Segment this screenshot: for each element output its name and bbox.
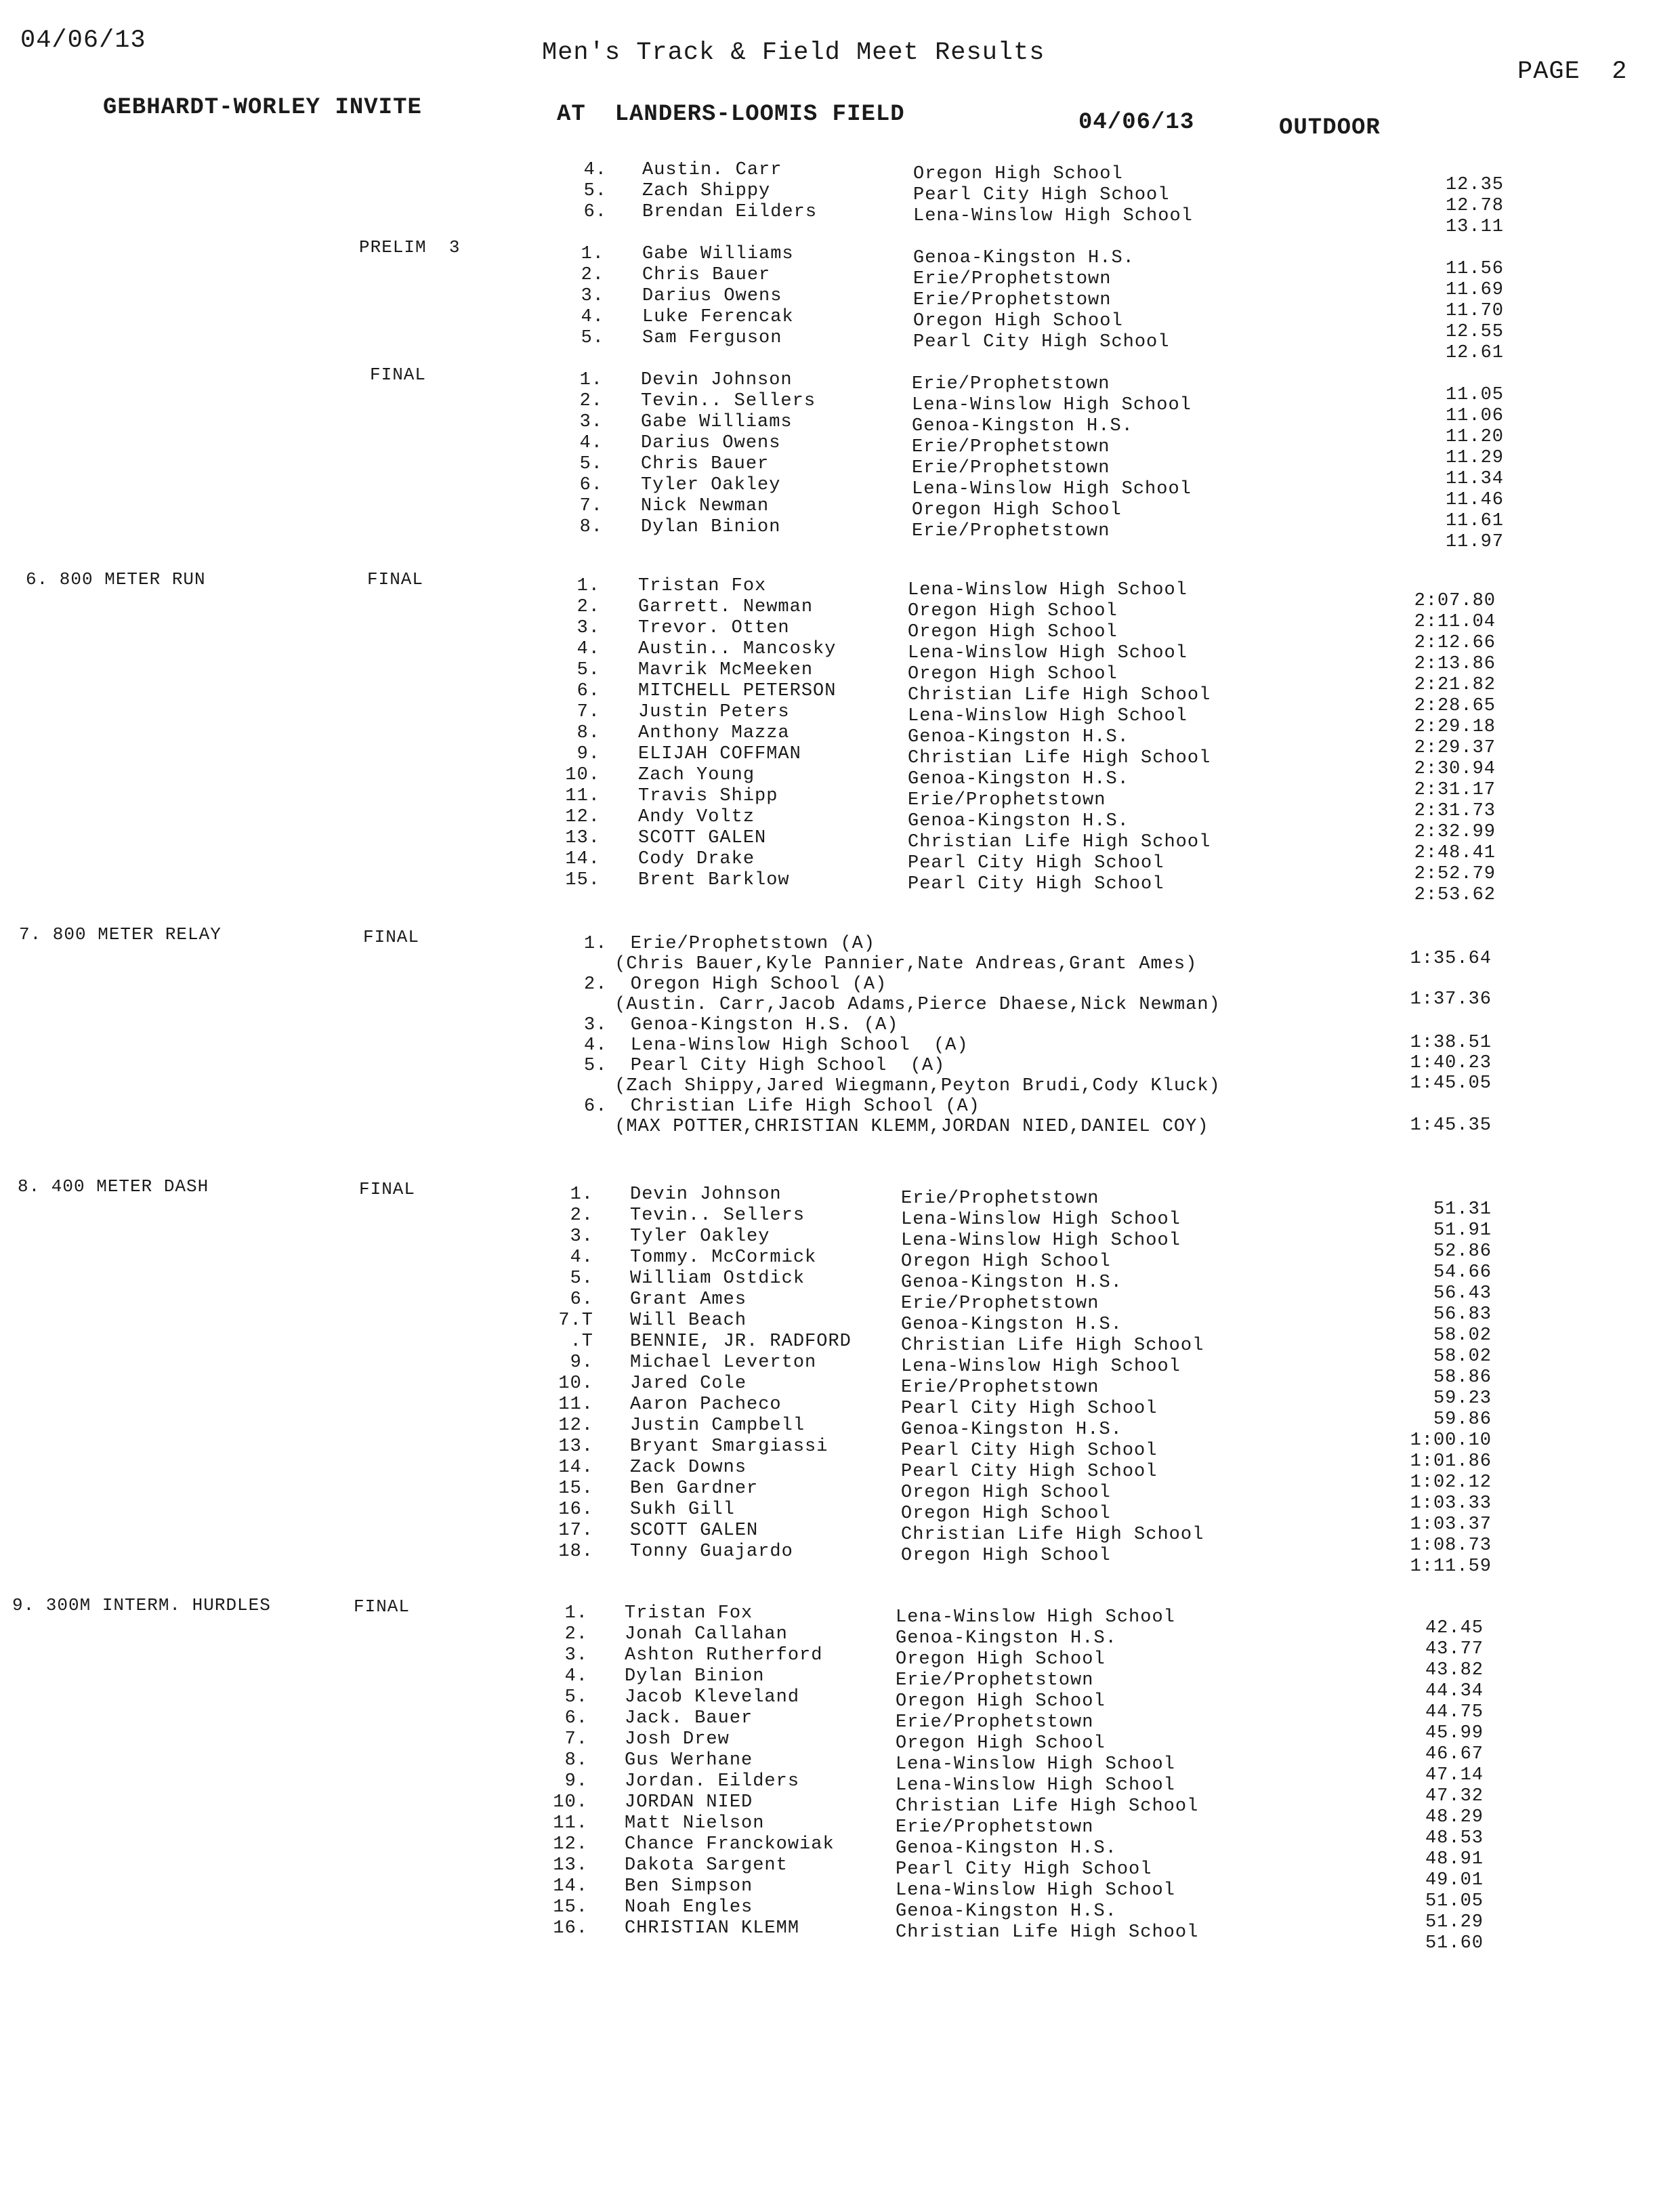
school-name: Pearl City High School <box>908 874 1164 894</box>
athlete-name: Jared Cole <box>630 1373 747 1394</box>
result-place: 5. <box>576 660 600 680</box>
result-mark: 11.34 <box>1445 469 1504 489</box>
relay-line: 5. Pearl City High School (A) <box>584 1056 946 1076</box>
athlete-name: Dylan Binion <box>625 1666 765 1687</box>
report-title: Men's Track & Field Meet Results <box>542 39 1045 67</box>
relay-line: 3. Genoa-Kingston H.S. (A) <box>584 1015 899 1035</box>
athlete-name: Sukh Gill <box>630 1500 735 1520</box>
meet-date: 04/06/13 <box>1078 110 1195 136</box>
school-name: Oregon High School <box>896 1733 1106 1754</box>
round-label: PRELIM 3 <box>359 237 461 257</box>
athlete-name: Tevin.. Sellers <box>641 391 816 411</box>
athlete-name: Gabe Williams <box>641 412 793 432</box>
result-place: 6. <box>583 202 607 222</box>
school-name: Oregon High School <box>901 1483 1111 1503</box>
result-mark: 1:00.10 <box>1410 1430 1492 1451</box>
result-place: 13. <box>565 828 600 848</box>
result-mark: 12.55 <box>1445 322 1504 342</box>
relay-mark: 1:45.05 <box>1410 1073 1492 1094</box>
school-name: Pearl City High School <box>901 1399 1158 1419</box>
event-title: 8. 400 METER DASH <box>18 1176 209 1197</box>
athlete-name: Zack Downs <box>630 1458 747 1478</box>
result-place: 3. <box>579 412 603 432</box>
result-place: 7. <box>579 496 603 516</box>
relay-mark: 1:45.35 <box>1410 1115 1492 1136</box>
athlete-name: Darius Owens <box>642 286 782 306</box>
result-mark: 51.05 <box>1425 1891 1484 1912</box>
school-name: Genoa-Kingston H.S. <box>908 769 1129 789</box>
result-mark: 51.29 <box>1425 1912 1484 1933</box>
result-place: 4. <box>579 433 603 453</box>
school-name: Pearl City High School <box>913 332 1170 352</box>
result-place: 4. <box>576 639 600 659</box>
result-mark: 2:13.86 <box>1414 654 1496 674</box>
athlete-name: Devin Johnson <box>630 1184 782 1205</box>
result-mark: 59.23 <box>1433 1388 1492 1409</box>
athlete-name: SCOTT GALEN <box>630 1521 759 1541</box>
round-label: FINAL <box>370 365 427 385</box>
result-mark: 47.14 <box>1425 1765 1484 1785</box>
result-mark: 46.67 <box>1425 1744 1484 1764</box>
result-mark: 11.61 <box>1445 511 1504 531</box>
athlete-name: Tristan Fox <box>638 576 767 596</box>
result-mark: 48.29 <box>1425 1807 1484 1827</box>
event-title: 7. 800 METER RELAY <box>19 924 222 945</box>
school-name: Erie/Prophetstown <box>901 1378 1099 1398</box>
result-place: 5. <box>581 328 604 348</box>
result-mark: 56.43 <box>1433 1283 1492 1304</box>
school-name: Genoa-Kingston H.S. <box>896 1901 1117 1922</box>
result-mark: 49.01 <box>1425 1870 1484 1891</box>
result-place: 2. <box>564 1624 588 1645</box>
school-name: Genoa-Kingston H.S. <box>896 1628 1117 1649</box>
result-mark: 1:03.33 <box>1410 1493 1492 1514</box>
athlete-name: Gabe Williams <box>642 244 794 264</box>
result-place: 5. <box>570 1268 593 1289</box>
athlete-name: Anthony Mazza <box>638 723 790 743</box>
result-place: 18. <box>558 1542 593 1562</box>
relay-mark: 1:38.51 <box>1410 1033 1492 1053</box>
school-name: Lena-Winslow High School <box>908 706 1188 726</box>
relay-line: 1. Erie/Prophetstown (A) <box>584 934 876 954</box>
athlete-name: Mavrik McMeeken <box>638 660 814 680</box>
result-mark: 2:31.17 <box>1414 780 1496 800</box>
result-mark: 11.05 <box>1445 385 1504 405</box>
school-name: Erie/Prophetstown <box>896 1712 1094 1733</box>
result-place: 16. <box>553 1918 588 1939</box>
school-name: Erie/Prophetstown <box>901 1294 1099 1314</box>
result-place: 4. <box>570 1247 593 1268</box>
relay-mark: 1:35.64 <box>1410 949 1492 969</box>
relay-line: (Zach Shippy,Jared Wiegmann,Peyton Brudi,Cody Kluck) <box>603 1076 1221 1096</box>
result-place: 11. <box>558 1394 593 1415</box>
athlete-name: Dakota Sargent <box>625 1855 788 1876</box>
school-name: Christian Life High School <box>896 1922 1199 1943</box>
result-place: 8. <box>579 517 603 537</box>
result-place: 5. <box>583 181 607 201</box>
school-name: Oregon High School <box>912 500 1122 520</box>
result-mark: 2:52.79 <box>1414 864 1496 884</box>
athlete-name: Garrett. Newman <box>638 597 814 617</box>
athlete-name: Zach Shippy <box>642 181 771 201</box>
result-place: 4. <box>564 1666 588 1687</box>
result-mark: 59.86 <box>1433 1409 1492 1430</box>
result-place: 8. <box>576 723 600 743</box>
athlete-name: Ben Gardner <box>630 1479 759 1499</box>
school-name: Lena-Winslow High School <box>901 1357 1181 1377</box>
school-name: Erie/Prophetstown <box>913 290 1112 310</box>
school-name: Erie/Prophetstown <box>908 790 1106 810</box>
school-name: Lena-Winslow High School <box>901 1210 1181 1230</box>
school-name: Oregon High School <box>901 1252 1111 1272</box>
school-name: Oregon High School <box>908 622 1118 642</box>
result-place: 15. <box>553 1897 588 1918</box>
athlete-name: Zach Young <box>638 765 755 785</box>
school-name: Pearl City High School <box>896 1859 1152 1880</box>
athlete-name: Will Beach <box>630 1310 747 1331</box>
athlete-name: Luke Ferencak <box>642 307 794 327</box>
result-mark: 12.61 <box>1445 343 1504 363</box>
athlete-name: Cody Drake <box>638 849 755 869</box>
result-mark: 1:08.73 <box>1410 1535 1492 1556</box>
school-name: Genoa-Kingston H.S. <box>901 1420 1122 1440</box>
result-mark: 56.83 <box>1433 1304 1492 1325</box>
result-mark: 52.86 <box>1433 1241 1492 1262</box>
result-mark: 12.78 <box>1445 196 1504 216</box>
result-mark: 2:07.80 <box>1414 591 1496 611</box>
result-mark: 2:12.66 <box>1414 633 1496 653</box>
result-place: 1. <box>564 1603 588 1624</box>
result-place: 2. <box>576 597 600 617</box>
result-mark: 58.86 <box>1433 1367 1492 1388</box>
athlete-name: Ashton Rutherford <box>625 1645 823 1666</box>
school-name: Lena-Winslow High School <box>912 395 1192 415</box>
result-place: 2. <box>579 391 603 411</box>
result-mark: 2:21.82 <box>1414 675 1496 695</box>
round-label: FINAL <box>359 1179 416 1199</box>
result-place: 15. <box>565 870 600 890</box>
result-mark: 1:11.59 <box>1410 1556 1492 1577</box>
round-label: FINAL <box>354 1596 411 1617</box>
athlete-name: Nick Newman <box>641 496 770 516</box>
result-mark: 2:11.04 <box>1414 612 1496 632</box>
result-mark: 13.11 <box>1445 217 1504 237</box>
athlete-name: Chance Franckowiak <box>625 1834 835 1855</box>
athlete-name: Grant Ames <box>630 1289 747 1310</box>
school-name: Pearl City High School <box>908 853 1164 873</box>
school-name: Christian Life High School <box>908 748 1211 768</box>
school-name: Erie/Prophetstown <box>901 1189 1099 1209</box>
athlete-name: Jacob Kleveland <box>625 1687 800 1708</box>
result-mark: 11.56 <box>1445 259 1504 279</box>
result-mark: 11.06 <box>1445 406 1504 426</box>
event-title: 6. 800 METER RUN <box>26 569 206 590</box>
result-place: 14. <box>558 1458 593 1478</box>
school-name: Erie/Prophetstown <box>896 1670 1094 1691</box>
athlete-name: Justin Peters <box>638 702 790 722</box>
result-place: 1. <box>579 370 603 390</box>
round-label: FINAL <box>367 569 424 590</box>
result-place: 9. <box>570 1352 593 1373</box>
result-place: 11. <box>553 1813 588 1834</box>
athlete-name: Noah Engles <box>625 1897 753 1918</box>
result-place: 9. <box>576 744 600 764</box>
meet-venue: AT LANDERS-LOOMIS FIELD <box>557 102 905 127</box>
result-mark: 2:53.62 <box>1414 885 1496 905</box>
page-number: PAGE 2 <box>1517 58 1628 86</box>
school-name: Lena-Winslow High School <box>908 643 1188 663</box>
school-name: Genoa-Kingston H.S. <box>896 1838 1117 1859</box>
print-date: 04/06/13 <box>20 26 146 55</box>
result-place: 10. <box>558 1373 593 1394</box>
result-mark: 51.91 <box>1433 1220 1492 1241</box>
result-place: 6. <box>564 1708 588 1729</box>
athlete-name: Matt Nielson <box>625 1813 765 1834</box>
result-mark: 48.53 <box>1425 1828 1484 1848</box>
school-name: Oregon High School <box>901 1546 1111 1566</box>
result-mark: 47.32 <box>1425 1786 1484 1806</box>
school-name: Genoa-Kingston H.S. <box>901 1315 1122 1335</box>
result-row <box>0 328 1680 363</box>
school-name: Lena-Winslow High School <box>908 580 1188 600</box>
result-place: 10. <box>565 765 600 785</box>
result-place: 12. <box>558 1416 593 1436</box>
result-mark: 2:30.94 <box>1414 759 1496 779</box>
result-place: 8. <box>564 1750 588 1771</box>
school-name: Christian Life High School <box>901 1525 1204 1545</box>
school-name: Erie/Prophetstown <box>896 1817 1094 1838</box>
result-mark: 2:28.65 <box>1414 696 1496 716</box>
result-mark: 51.60 <box>1425 1933 1484 1954</box>
athlete-name: Tevin.. Sellers <box>630 1205 805 1226</box>
athlete-name: William Ostdick <box>630 1268 805 1289</box>
result-mark: 11.29 <box>1445 448 1504 468</box>
result-row <box>0 517 1680 552</box>
result-mark: 1:01.86 <box>1410 1451 1492 1472</box>
result-place: 14. <box>553 1876 588 1897</box>
result-mark: 11.70 <box>1445 301 1504 321</box>
school-name: Lena-Winslow High School <box>896 1775 1175 1796</box>
athlete-name: CHRISTIAN KLEMM <box>625 1918 800 1939</box>
result-row <box>0 202 1680 237</box>
result-mark: 11.46 <box>1445 490 1504 510</box>
school-name: Oregon High School <box>908 601 1118 621</box>
school-name: Erie/Prophetstown <box>912 437 1110 457</box>
result-mark: 45.99 <box>1425 1723 1484 1743</box>
meet-name: GEBHARDT-WORLEY INVITE <box>103 95 422 121</box>
school-name: Oregon High School <box>901 1504 1111 1524</box>
athlete-name: Jordan. Eilders <box>625 1771 800 1792</box>
result-mark: 2:31.73 <box>1414 801 1496 821</box>
athlete-name: Tyler Oakley <box>630 1226 770 1247</box>
school-name: Oregon High School <box>913 311 1123 331</box>
result-mark: 11.69 <box>1445 280 1504 300</box>
athlete-name: BENNIE, JR. RADFORD <box>630 1331 852 1352</box>
result-place: 7. <box>576 702 600 722</box>
result-row <box>0 870 1680 905</box>
meet-type: OUTDOOR <box>1279 115 1381 141</box>
school-name: Lena-Winslow High School <box>913 206 1193 226</box>
athlete-name: Tonny Guajardo <box>630 1542 793 1562</box>
result-mark: 2:48.41 <box>1414 843 1496 863</box>
school-name: Erie/Prophetstown <box>912 521 1110 541</box>
result-place: 3. <box>564 1645 588 1666</box>
athlete-name: Dylan Binion <box>641 517 781 537</box>
result-place: 1. <box>581 244 604 264</box>
relay-line: 2. Oregon High School (A) <box>584 974 887 995</box>
athlete-name: Ben Simpson <box>625 1876 753 1897</box>
result-mark: 42.45 <box>1425 1618 1484 1638</box>
athlete-name: Austin.. Mancosky <box>638 639 837 659</box>
school-name: Lena-Winslow High School <box>896 1754 1175 1775</box>
result-mark: 11.97 <box>1445 532 1504 552</box>
athlete-name: Travis Shipp <box>638 786 778 806</box>
athlete-name: Tyler Oakley <box>641 475 781 495</box>
athlete-name: Tommy. McCormick <box>630 1247 817 1268</box>
result-place: 9. <box>564 1771 588 1792</box>
athlete-name: Andy Voltz <box>638 807 755 827</box>
school-name: Genoa-Kingston H.S. <box>908 727 1129 747</box>
result-mark: 43.82 <box>1425 1660 1484 1680</box>
school-name: Pearl City High School <box>901 1462 1158 1482</box>
athlete-name: ELIJAH COFFMAN <box>638 744 801 764</box>
athlete-name: Austin. Carr <box>642 160 782 180</box>
athlete-name: SCOTT GALEN <box>638 828 767 848</box>
athlete-name: Jack. Bauer <box>625 1708 753 1729</box>
school-name: Erie/Prophetstown <box>912 374 1110 394</box>
athlete-name: Bryant Smargiassi <box>630 1437 828 1457</box>
result-place: 4. <box>583 160 607 180</box>
result-mark: 44.75 <box>1425 1702 1484 1722</box>
athlete-name: Josh Drew <box>625 1729 730 1750</box>
result-place: 6. <box>576 681 600 701</box>
school-name: Christian Life High School <box>896 1796 1199 1817</box>
result-place: 6. <box>570 1289 593 1310</box>
athlete-name: Gus Werhane <box>625 1750 753 1771</box>
relay-line: (MAX POTTER,CHRISTIAN KLEMM,JORDAN NIED,DANIEL COY) <box>603 1117 1209 1137</box>
result-place: 14. <box>565 849 600 869</box>
result-place: 13. <box>558 1437 593 1457</box>
result-place: 15. <box>558 1479 593 1499</box>
result-place: 12. <box>553 1834 588 1855</box>
athlete-name: Trevor. Otten <box>638 618 790 638</box>
result-mark: 1:03.37 <box>1410 1514 1492 1535</box>
athlete-name: Aaron Pacheco <box>630 1394 782 1415</box>
athlete-name: Michael Leverton <box>630 1352 817 1373</box>
school-name: Oregon High School <box>896 1649 1106 1670</box>
event-title: 9. 300M INTERM. HURDLES <box>12 1595 271 1615</box>
result-place: 11. <box>565 786 600 806</box>
result-mark: 58.02 <box>1433 1346 1492 1367</box>
relay-mark: 1:40.23 <box>1410 1053 1492 1073</box>
athlete-name: Sam Ferguson <box>642 328 782 348</box>
school-name: Lena-Winslow High School <box>896 1880 1175 1901</box>
result-place: 2. <box>570 1205 593 1226</box>
result-place: 7. <box>564 1729 588 1750</box>
result-place: 5. <box>579 454 603 474</box>
athlete-name: JORDAN NIED <box>625 1792 753 1813</box>
school-name: Christian Life High School <box>908 832 1211 852</box>
result-place: 7.T <box>558 1310 593 1331</box>
result-place: .T <box>570 1331 593 1352</box>
school-name: Genoa-Kingston H.S. <box>913 248 1135 268</box>
school-name: Genoa-Kingston H.S. <box>901 1273 1122 1293</box>
result-place: 12. <box>565 807 600 827</box>
result-place: 3. <box>570 1226 593 1247</box>
relay-line: (Chris Bauer,Kyle Pannier,Nate Andreas,Grant Ames) <box>603 954 1198 974</box>
result-mark: 58.02 <box>1433 1325 1492 1346</box>
athlete-name: Jonah Callahan <box>625 1624 788 1645</box>
result-place: 17. <box>558 1521 593 1541</box>
school-name: Pearl City High School <box>913 185 1170 205</box>
athlete-name: MITCHELL PETERSON <box>638 681 837 701</box>
result-mark: 1:02.12 <box>1410 1472 1492 1493</box>
result-mark: 2:29.18 <box>1414 717 1496 737</box>
result-mark: 43.77 <box>1425 1639 1484 1659</box>
round-label: FINAL <box>363 927 420 947</box>
result-mark: 44.34 <box>1425 1681 1484 1701</box>
result-mark: 11.20 <box>1445 427 1504 447</box>
school-name: Christian Life High School <box>908 685 1211 705</box>
relay-mark: 1:37.36 <box>1410 989 1492 1010</box>
result-mark: 12.35 <box>1445 175 1504 195</box>
school-name: Lena-Winslow High School <box>901 1231 1181 1251</box>
athlete-name: Brent Barklow <box>638 870 790 890</box>
result-place: 4. <box>581 307 604 327</box>
result-mark: 54.66 <box>1433 1262 1492 1283</box>
result-row <box>0 1918 1680 1954</box>
school-name: Erie/Prophetstown <box>913 269 1112 289</box>
result-place: 3. <box>581 286 604 306</box>
relay-line: (Austin. Carr,Jacob Adams,Pierce Dhaese,Nick Newman) <box>603 995 1221 1015</box>
result-place: 5. <box>564 1687 588 1708</box>
athlete-name: Chris Bauer <box>641 454 770 474</box>
athlete-name: Darius Owens <box>641 433 781 453</box>
athlete-name: Justin Campbell <box>630 1416 805 1436</box>
school-name: Pearl City High School <box>901 1441 1158 1461</box>
athlete-name: Tristan Fox <box>625 1603 753 1624</box>
school-name: Christian Life High School <box>901 1336 1204 1356</box>
relay-line: 4. Lena-Winslow High School (A) <box>584 1035 969 1056</box>
result-mark: 2:32.99 <box>1414 822 1496 842</box>
result-place: 6. <box>579 475 603 495</box>
school-name: Genoa-Kingston H.S. <box>912 416 1133 436</box>
school-name: Oregon High School <box>896 1691 1106 1712</box>
result-place: 10. <box>553 1792 588 1813</box>
result-place: 16. <box>558 1500 593 1520</box>
result-place: 2. <box>581 265 604 285</box>
result-mark: 2:29.37 <box>1414 738 1496 758</box>
result-mark: 48.91 <box>1425 1849 1484 1869</box>
result-row <box>0 1542 1680 1577</box>
school-name: Oregon High School <box>913 164 1123 184</box>
result-mark: 51.31 <box>1433 1199 1492 1220</box>
school-name: Genoa-Kingston H.S. <box>908 811 1129 831</box>
school-name: Lena-Winslow High School <box>896 1607 1175 1628</box>
athlete-name: Brendan Eilders <box>642 202 818 222</box>
athlete-name: Chris Bauer <box>642 265 771 285</box>
result-place: 13. <box>553 1855 588 1876</box>
school-name: Erie/Prophetstown <box>912 458 1110 478</box>
result-place: 3. <box>576 618 600 638</box>
school-name: Lena-Winslow High School <box>912 479 1192 499</box>
athlete-name: Devin Johnson <box>641 370 793 390</box>
result-place: 1. <box>576 576 600 596</box>
relay-line: 6. Christian Life High School (A) <box>584 1096 980 1117</box>
result-place: 1. <box>570 1184 593 1205</box>
school-name: Oregon High School <box>908 664 1118 684</box>
